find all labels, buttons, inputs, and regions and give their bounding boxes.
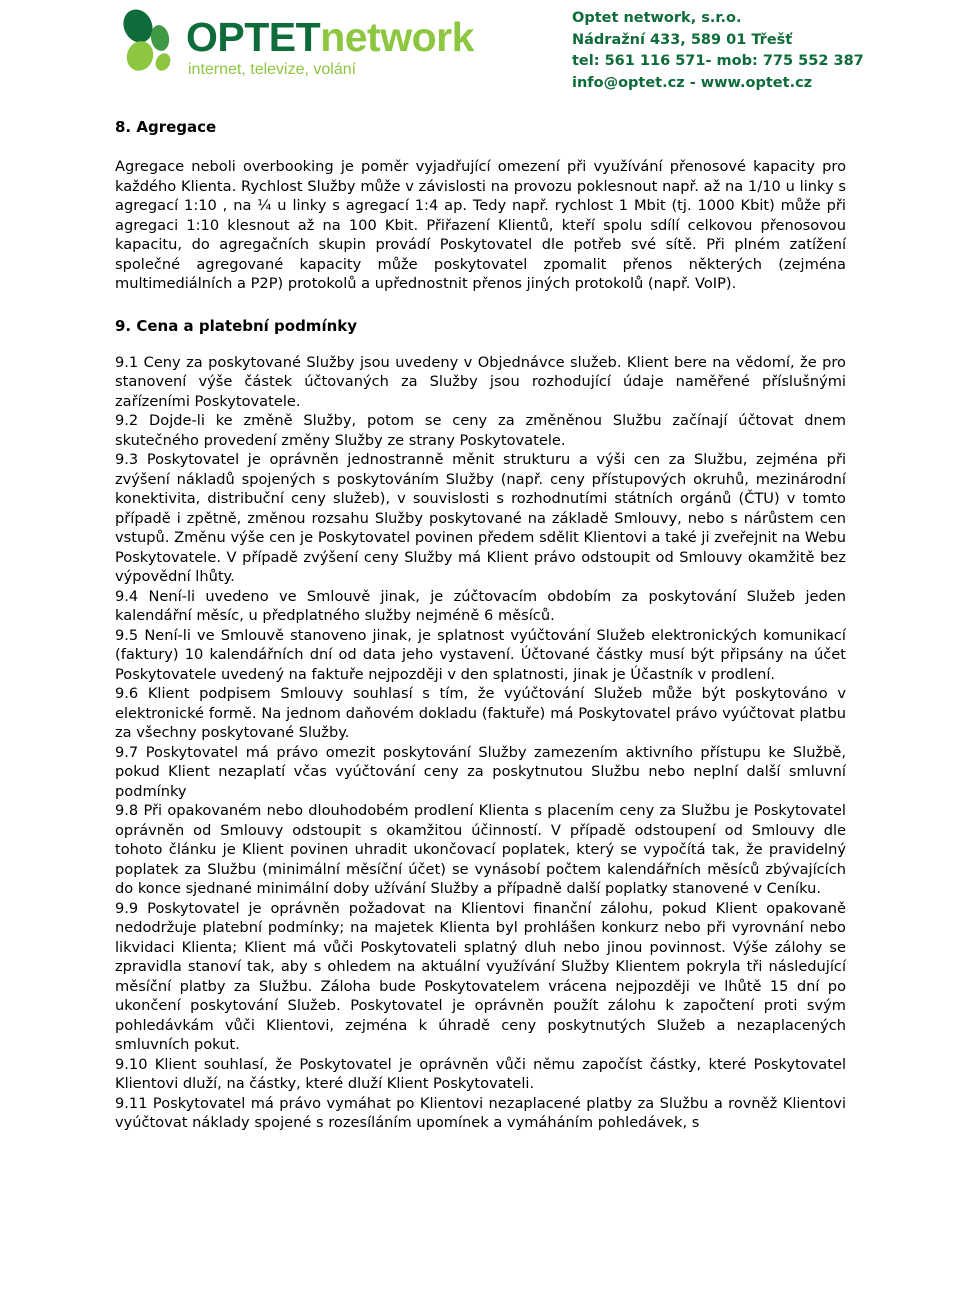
logo-tagline: internet, televize, volání — [188, 61, 357, 78]
document-body — [115, 117, 846, 1133]
section-heading-agregace: 8. Agregace — [115, 118, 217, 136]
company-email-web: info@optet.cz - www.optet.cz — [572, 74, 813, 91]
paragraph-9-9: 9.9 Poskytovatel je oprávněn požadovat na Klientovi finanční zálohu, pokud Klient opakovaně nedodržuje platební podmínky; na majetek Klienta byl prohlášen konkurz nebo při vyrovnání nebo likvidaci Klienta; Klient má vůči Poskytovateli splatný dluh nebo jinou povinnost. Výše zálohy se zpravidla stanoví tak, aby s ohledem na aktuální využívání Služby Klientem pokryla tři následující měsíční platby za Službu. Záloha bude Poskytovatelem vrácena nejpozději ve lhůtě 15 dní po ukončení poskytování Služeb. Poskytovatel je oprávněn použít zálohu k započtení proti svým pohledávkám vůči Klientovi, zejména k úhradě ceny poskytnutých Služeb a nezaplacených smluvních pokut. — [115, 899, 846, 1053]
contact-block — [572, 8, 864, 94]
logo-wordmark-opt: OPTET — [186, 14, 321, 60]
logo-wordmark — [186, 16, 474, 58]
paragraph-9-11: 9.11 Poskytovatel má právo vymáhat po Klientovi nezaplacené platby za Službu a rovněž Klientovi vyúčtovat náklady spojené s rozesíláním upomínek a vymáháním pohledávek, s — [115, 1094, 846, 1131]
paragraph-9-10: 9.10 Klient souhlasí, že Poskytovatel je oprávněn vůči němu započíst částky, které Poskytovatel Klientovi dluží, na částky, které dluží Klient Poskytovateli. — [115, 1055, 846, 1092]
letterhead — [0, 0, 960, 110]
paragraph-9-1: 9.1 Ceny za poskytované Služby jsou uvedeny v Objednávce služeb. Klient bere na vědomí, že pro stanovení výše částek účtovaných za Služby jsou rozhodující údaje naměřené příslušnými zařízeními Poskytovatele. — [115, 353, 846, 410]
paragraph-agregace: Agregace neboli overbooking je poměr vyjadřující omezení při využívání přenosové kapacity pro každého Klienta. Rychlost Služby může v závislosti na provozu poklesnout např. až na 1/10 u linky s agregací 1:10 , na ¼ u linky s agregací 1:4 ap. Tedy např. rychlost 1 Mbit (tj. 1000 Kbit) může při agregaci 1:10 klesnout až na 100 Kbit. Přiřazení Klientů, kteří spolu sdílí celkovou přenosovou kapacitu, do agregačních skupin provádí Poskytovatel dle potřeb své sítě. Při plném zatížení společné agregované kapacity může poskytovatel zpomalit přenos některých (zejména multimediálních a P2P) protokolů a upřednostnit přenos jiných protokolů (např. VoIP). — [115, 158, 846, 292]
paragraph-9-5: 9.5 Není-li ve Smlouvě stanoveno jinak, je splatnost vyúčtování Služeb elektronických komunikací (faktury) 10 kalendářních dní od data jeho vystavení. Účtované částky musí být připsány na účet Poskytovatele uvedený na faktuře nejpozději v den splatnosti, jinak je Účastník v prodlení. — [115, 626, 846, 683]
company-address: Nádražní 433, 589 01 Třešť — [572, 31, 793, 48]
company-phone: tel: 561 116 571- mob: 775 552 387 — [572, 53, 864, 69]
paragraph-9-8: 9.8 Při opakovaném nebo dlouhodobém prodlení Klienta s placením ceny za Službu je Poskytovatel oprávněn od Smlouvy odstoupit s okamžitou účinností. V případě odstoupení od Smlouvy dle tohoto článku je Klient povinen uhradit ukončovací poplatek, který se vypočítá tak, že pravidelný poplatek za Službu (minimální měsíční účet) se vynásobí počtem kalendářních měsíců zbývajících do konce sjednané minimální doby užívání Služby a případně další poplatky stanovené v Ceníku. — [115, 802, 846, 897]
paragraph-9-3: 9.3 Poskytovatel je oprávněn jednostranně měnit strukturu a výši cen za Službu, zejména při zvýšení nákladů spojených s poskytováním Služby (např. ceny přístupových okruhů, mezinárodní konektivita, distribuční ceny služeb), v souvislosti s rozhodnutími státních orgánů (ČTU) v tomto případě i zpětně, změnou rozsahu Služby poskytované na základě Smlouvy, nebo s nárůstem cen vstupů. Změnu výše cen je Poskytovatel povinen předem sdělit Klientovi a také ji zveřejnit na Webu Poskytovatele. V případě zvýšení ceny Služby má Klient právo odstoupit od Smlouvy okamžitě bez výpovědní lhůty. — [115, 451, 846, 585]
paragraph-9-2: 9.2 Dojde-li ke změně Služby, potom se ceny za změněnou Službu začínají účtovat dnem skutečného provedení změny Služby ze strany Poskytovatele. — [115, 412, 846, 449]
company-name: Optet network, s.r.o. — [572, 10, 742, 26]
paragraph-9-6: 9.6 Klient podpisem Smlouvy souhlasí s tím, že vyúčtování Služeb může být poskytováno v elektronické formě. Na jednom daňovém dokladu (faktuře) má Poskytovatel právo vyúčtovat platbu za všechny poskytované Služby. — [115, 685, 846, 741]
logo-wordmark-network: network — [320, 14, 474, 60]
company-logo — [118, 6, 474, 86]
paragraph-9-4: 9.4 Není-li uvedeno ve Smlouvě jinak, je zúčtovacím obdobím za poskytování Služeb jeden kalendářní měsíc, u předplatného služby nejméně 6 měsíců. — [115, 587, 846, 624]
section-heading-cena: 9. Cena a platební podmínky — [115, 316, 358, 335]
paragraph-9-7: 9.7 Poskytovatel má právo omezit poskytování Služby zamezením aktivního přístupu ke Službě, pokud Klient nezaplatí včas vyúčtování ceny za poskytnutou Službu nebo neplní další smluvní podmínky — [115, 743, 846, 800]
leaf-logo-icon — [118, 6, 180, 76]
